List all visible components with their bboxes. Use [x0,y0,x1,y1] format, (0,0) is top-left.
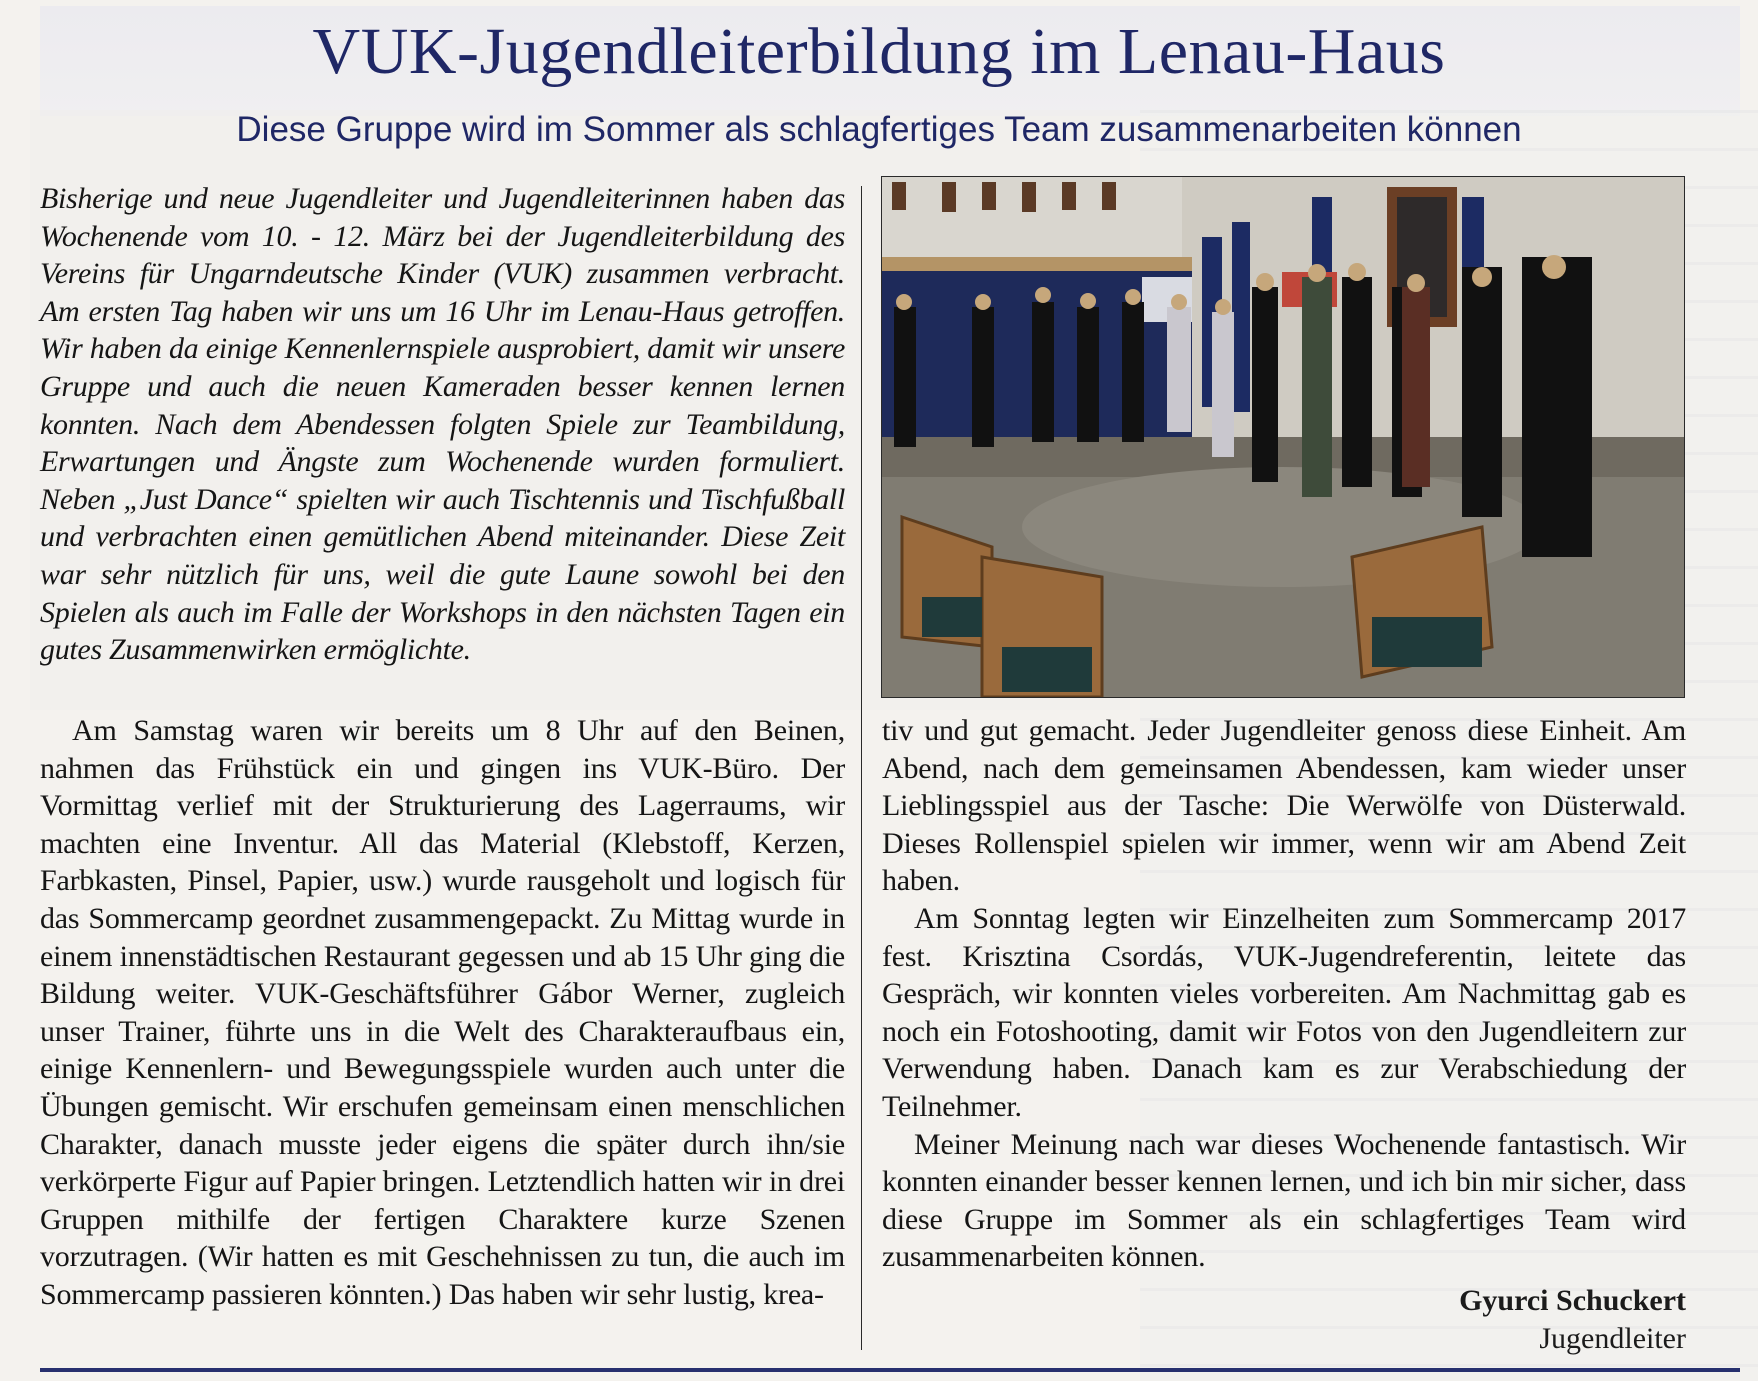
article-body-right [882,712,1686,1276]
article-headline: VUK-Jugendleiterbildung im Lenau-Haus [312,15,1446,88]
article-body-left [40,712,845,1314]
author-byline [1300,1282,1686,1357]
body-paragraph: Am Sonntag legten wir Einzelheiten zum Sommercamp 2017 fest. Krisztina Csordás, VUK-Jugendreferentin, leitete das Gespräch, wir konnten vieles vorbereiten. Am Nachmittag gab es noch ein Fotoshooting, damit wir Fotos von den Jugendleitern zur Verwendung haben. Danach kam es zur Verabschiedung der Teilnehmer. [882,901,1686,1123]
column-divider [861,186,862,1350]
body-paragraph: Am Samstag waren wir bereits um 8 Uhr auf den Beinen, nahmen das Frühstück ein und gingen ins VUK-Büro. Der Vormittag verlief mit der Strukturierung des Lagerraums, wir machten eine Inventur. All das Material (Klebstoff, Kerzen, Farbkasten, Pinsel, Papier, usw.) wurde rausgeholt und logisch für das Sommercamp geordnet zusammengepackt. Zu Mittag wurde in einem innenstädtischen Restaurant gegessen und ab 15 Uhr ging die Bildung weiter. VUK-Geschäftsführer Gábor Werner, zugleich unser Trainer, führte uns in die Welt des Charakteraufbaus ein, einige Kennenlern- und Bewegungsspiele wurden auch unter die Übungen gemischt. Wir erschufen gemeinsam einen menschlichen Charakter, danach musste jeder eigens die später durch ihn/sie verkörperte Figur auf Papier bringen. Letztendlich hatten wir in drei Gruppen mithilfe der fertigen Charaktere kurze Szenen vorzutragen. (Wir hatten es mit Geschehnissen zu tun, die auch im Sommercamp passieren könnten.) Das haben wir sehr lustig, krea- [40,714,845,1311]
author-name: Gyurci Schuckert [1459,1284,1686,1317]
group-photo [881,176,1685,698]
author-role: Jugendleiter [1539,1321,1686,1355]
body-paragraph: tiv und gut gemacht. Jeder Jugendleiter genoss diese Einheit. Am Abend, nach dem gemeinsamen Abendessen, kam wieder unser Lieblingsspiel aus der Tasche: Die Werwölfe von Düsterwald. Dieses Rollenspiel spielen wir immer, wenn wir am Abend Zeit haben. [882,714,1686,898]
intro-paragraph: Bisherige und neue Jugendleiter und Jugendleiterinnen haben das Wochenende vom 10. - 12. März bei der Jugendleiterbildung des Vereins für Ungarndeutsche Kinder (VUK) zusammen verbracht. Am ersten Tag haben wir uns um 16 Uhr im Lenau-Haus getroffen. Wir haben da einige Kennenlernspiele ausprobiert, damit wir unsere Gruppe und auch die neuen Kameraden besser kennen lernen konnten. Nach dem Abendessen folgten Spiele zur Teambildung, Erwartungen und Ängste zum Wochenende wurden formuliert. Neben „Just Dance“ spielten wir auch Tischtennis und Tischfußball und verbrachten einen gemütlichen Abend miteinander. Diese Zeit war sehr nützlich für uns, weil die gute Laune sowohl bei den Spielen als auch im Falle der Workshops in den nächsten Tagen ein gutes Zusammenwirken ermöglichte. [40,182,845,667]
body-paragraph: Meiner Meinung nach war dieses Wochenende fantastisch. Wir konnten einander besser kennen lernen, und ich bin mir sicher, dass diese Gruppe im Sommer als ein schlagfertiges Team wird zusammenarbeiten können. [882,1127,1686,1274]
article-subheadline: Diese Gruppe wird im Sommer als schlagfertiges Team zusammenarbeiten können [236,110,1522,149]
bottom-rule [40,1368,1740,1372]
article-intro [40,180,845,669]
